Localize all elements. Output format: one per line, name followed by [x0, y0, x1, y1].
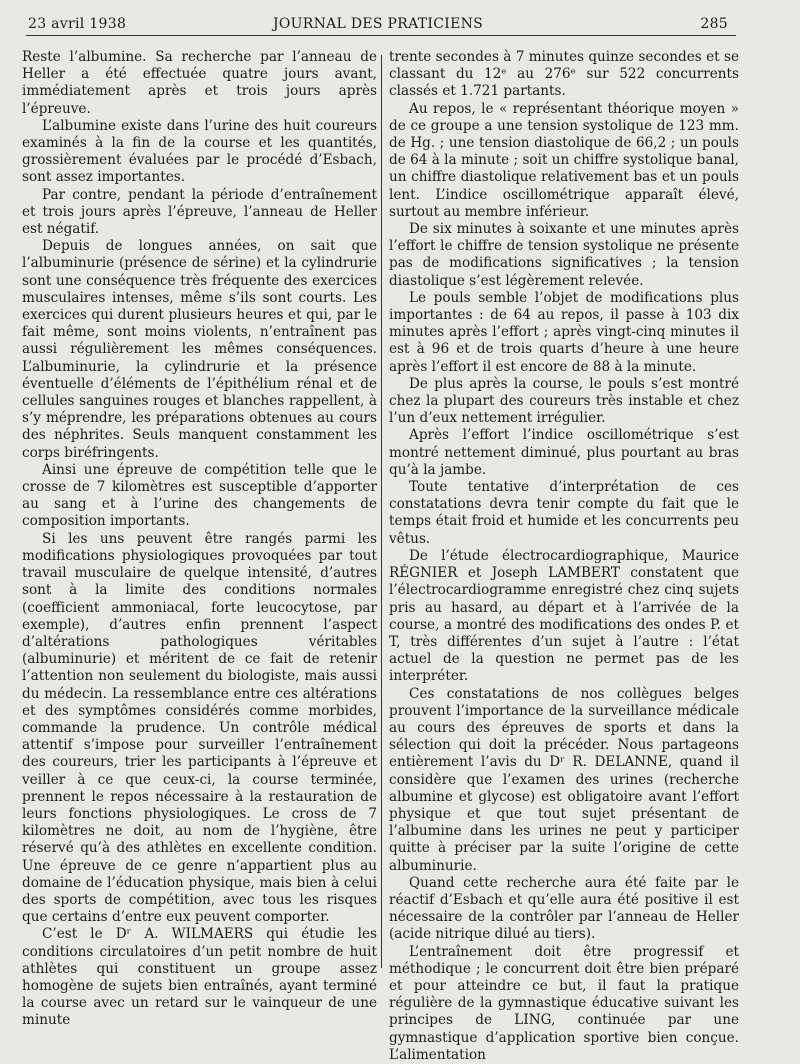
- paragraph-repos-tension: Au repos, le « représentant théorique moyen » de ce groupe a une tension systolique de 123 mm. de Hg. ; une tension diastolique de 66,2 ; un pouls de 64 à la minute ; soit un chiffre systolique banal, un chiffre diastolique relativement bas et un pouls lent. L’indice oscillométrique apparaît élevé, surtout au membre inférieur.: [389, 100, 739, 220]
- paragraph-albumine-recherche: Reste l’albumine. Sa recherche par l’anneau de Heller a été effectuée quatre jours avant, immédiatement après et trois jours après l’épreuve.: [22, 49, 377, 117]
- paragraph-indice-oscillometrique: Après l’effort l’indice oscillométrique s’est montré nettement diminué, plus pourtant au bras qu’à la jambe.: [389, 427, 739, 478]
- column-divider: [381, 55, 382, 968]
- paragraph-pouls-instable: De plus après la course, le pouls s’est montré chez la plupart des coureurs très instable et chez l’un d’eux nettement irrégulier.: [389, 375, 739, 427]
- header-date: 23 avril 1938: [28, 16, 127, 32]
- paragraph-albumine-urine: L’albumine existe dans l’urine des huit coureurs examinés à la fin de la course et les quantités, grossièrement évaluées par le procédé d’Esbach, sont assez importantes.: [22, 117, 377, 186]
- paragraph-pouls-modifications: Le pouls semble l’objet de modifications plus importantes : de 64 au repos, il passe à 103 dix minutes après l’effort ; après vingt-cinq minutes il est à 96 et de trois quarts d’heure à une heure après l’effort il est encore de 88 à la minute.: [389, 289, 739, 375]
- paragraph-wilmaers: C’est le Dʳ A. WILMAERS qui étudie les conditions circulatoires d’un petit nombre de huit athlètes qui constituent un groupe assez homogène de sujets bien entraînés, ayant terminé la course avec un retard sur le vainqueur de une minute: [22, 926, 377, 1029]
- paragraph-epreuve-competition: Ainsi une épreuve de compétition telle que le crosse de 7 kilomètres est susceptible d’apporter au sang et à l’urine des changements de composition importants.: [22, 461, 377, 530]
- running-header: [28, 14, 728, 36]
- paragraph-entrainement-progressif: L’entraînement doit être progressif et méthodique ; le concurrent doit être bien préparé et pour atteindre ce but, il faut la pratique régulière de la gymnastique éducative suivant les principes de LING, continuée par une gymnastique d’application sportive bien conçue. L’alimentation: [389, 943, 739, 1063]
- header-rule: [26, 35, 736, 36]
- paragraph-albuminurie-cylindrurie: Depuis de longues années, on sait que l’albuminurie (présence de sérine) et la cylindrurie sont une conséquence très fréquente des exercices musculaires intenses, même s’ils sont courts. Les exercices qui durent plusieurs heures et qui, par le fait même, sont moins violents, n’entraînent pas aussi régulièrement les mêmes conséquences. L’albuminurie, la cylindrurie et la présence éventuelle d’éléments de l’épithélium rénal et de cellules sanguines rouges et blanches rappellent, à s’y méprendre, les préparations obtenues au cours des néphrites. Seuls manquent constamment les corps biréfringents.: [22, 238, 377, 461]
- paragraph-classement: trente secondes à 7 minutes quinze secondes et se classant du 12ᵉ au 276ᵉ sur 522 concurrents classés et 1.721 partants.: [389, 49, 739, 100]
- paragraph-entrainement-heller: Par contre, pendant la période d’entraînement et trois jours après l’épreuve, l’anneau de Heller est négatif.: [22, 186, 377, 238]
- page-number: 285: [700, 16, 728, 32]
- paragraph-interpretation: Toute tentative d’interprétation de ces constatations devra tenir compte du fait que le temps était froid et humide et les concurrents peu vêtus.: [389, 479, 739, 547]
- left-column: [22, 49, 377, 1030]
- paragraph-surveillance-medicale: Ces constatations de nos collègues belges prouvent l’importance de la surveillance médicale au cours des épreuves de sports et dans la sélection qui doit la précéder. Nous partageons entièrement l’avis du Dʳ R. DELANNE, quand il considère que l’examen des urines (recherche albumine et glycose) est obligatoire avant l’effort physique et que tout sujet présentant de l’albumine dans les urines ne peut y participer quitte à préciser par la suite l’origine de cette albuminurie.: [389, 685, 739, 874]
- paragraph-tension-apres-effort: De six minutes à soixante et une minutes après l’effort le chiffre de tension systolique ne présente pas de modifications significatives ; la tension diastolique s’est légèrement relevée.: [389, 221, 739, 289]
- paragraph-modifications-physiologiques: Si les uns peuvent être rangés parmi les modifications physiologiques provoquées par tout travail musculaire de quelque intensité, d’autres sont à la limite des conditions normales (coefficient ammoniacal, forte leucocytose, par exemple), d’autres enfin prennent l’aspect d’altérations pathologiques véritables (albuminurie) et méritent de ce fait de retenir l’attention non seulement du biologiste, mais aussi du médecin. La ressemblance entre ces altérations et des symptômes considérés comme morbides, commande la prudence. Un contrôle médical attentif s’impose pour surveiller l’entraînement des coureurs, trier les participants à l’épreuve et veiller à ce que ceux-ci, la course terminée, prennent le repos nécessaire à la restauration de leurs fonctions physiologiques. Le cross de 7 kilomètres ne doit, au nom de l’hygiène, être réservé qu’à des athlètes en excellente condition. Une épreuve de ce genre n’appartient plus au domaine de l’éducation physique, mais bien à celui des sports de compétition, avec tous les risques que certains d’entre eux peuvent comporter.: [22, 530, 377, 926]
- right-column: [389, 49, 739, 1064]
- journal-title: JOURNAL DES PRATICIENS: [272, 16, 484, 32]
- paragraph-electrocardiographie: De l’étude électrocardiographique, Maurice RÉGNIER et Joseph LAMBERT constatent que l’électrocardiogramme enregistré chez cinq sujets pris au hasard, au départ et à l’arrivée de la course, a montré des modifications des ondes P. et T, très différentes d’un sujet à l’autre : l’état actuel de la question ne permet pas de les interpréter.: [389, 547, 739, 685]
- paragraph-reactif-esbach: Quand cette recherche aura été faite par le réactif d’Esbach et qu’elle aura été positive il est nécessaire de la contrôler par l’anneau de Heller (acide nitrique dilué au tiers).: [389, 874, 739, 943]
